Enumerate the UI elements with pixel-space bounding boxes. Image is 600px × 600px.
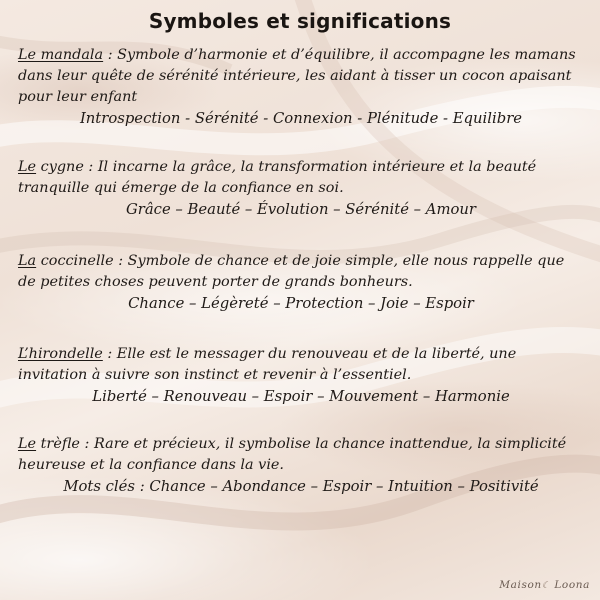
entry-text: : Elle est le messager du renouveau et de la liberté, une invitation à suivre son instinct et revenir à l’essentiel. [18, 346, 517, 383]
signature-left: Maison [499, 579, 542, 591]
entry-trefle [18, 434, 584, 497]
entry-name: L’hirondelle [18, 346, 103, 362]
entry-cygne [18, 157, 584, 220]
entry-keywords: Liberté – Renouveau – Espoir – Mouvement – Harmonie [92, 388, 510, 405]
entry-text: coccinelle : Symbole de chance et de joie simple, elle nous rappelle que de petites choses peuvent porter de grands bonheurs. [18, 253, 565, 290]
page-title: Symboles et significations [148, 9, 452, 33]
entry-name: La [18, 253, 37, 269]
entry-hirondelle [18, 344, 584, 407]
brand-signature [499, 579, 590, 591]
entry-text: trèfle : Rare et précieux, il symbolise la chance inattendue, la simplicité heureuse et la confiance dans la vie. [18, 436, 567, 473]
entry-keywords: Introspection - Sérénité - Connexion - Plénitude - Equilibre [79, 110, 523, 127]
entry-keywords: Grâce – Beauté – Évolution – Sérénité – Amour [125, 201, 477, 218]
entry-name: Le mandala [18, 47, 104, 63]
entry-mandala [18, 45, 584, 129]
entry-keywords: Chance – Légèreté – Protection – Joie – Espoir [128, 295, 474, 312]
signature-right: Loona [554, 579, 590, 591]
entry-keywords: Mots clés : Chance – Abondance – Espoir – Intuition – Positivité [63, 478, 539, 495]
entry-name: Le [18, 159, 37, 175]
entry-name: Le [18, 436, 37, 452]
entry-text: cygne : Il incarne la grâce, la transformation intérieure et la beauté tranquille qui émerge de la confiance en soi. [18, 159, 537, 196]
entry-text: : Symbole d’harmonie et d’équilibre, il accompagne les mamans dans leur quête de sérénité intérieure, les aidant à tisser un cocon apaisant pour leur enfant [18, 47, 576, 105]
entry-coccinelle [18, 251, 584, 314]
crescent-moon-icon: ☾ [541, 581, 551, 591]
